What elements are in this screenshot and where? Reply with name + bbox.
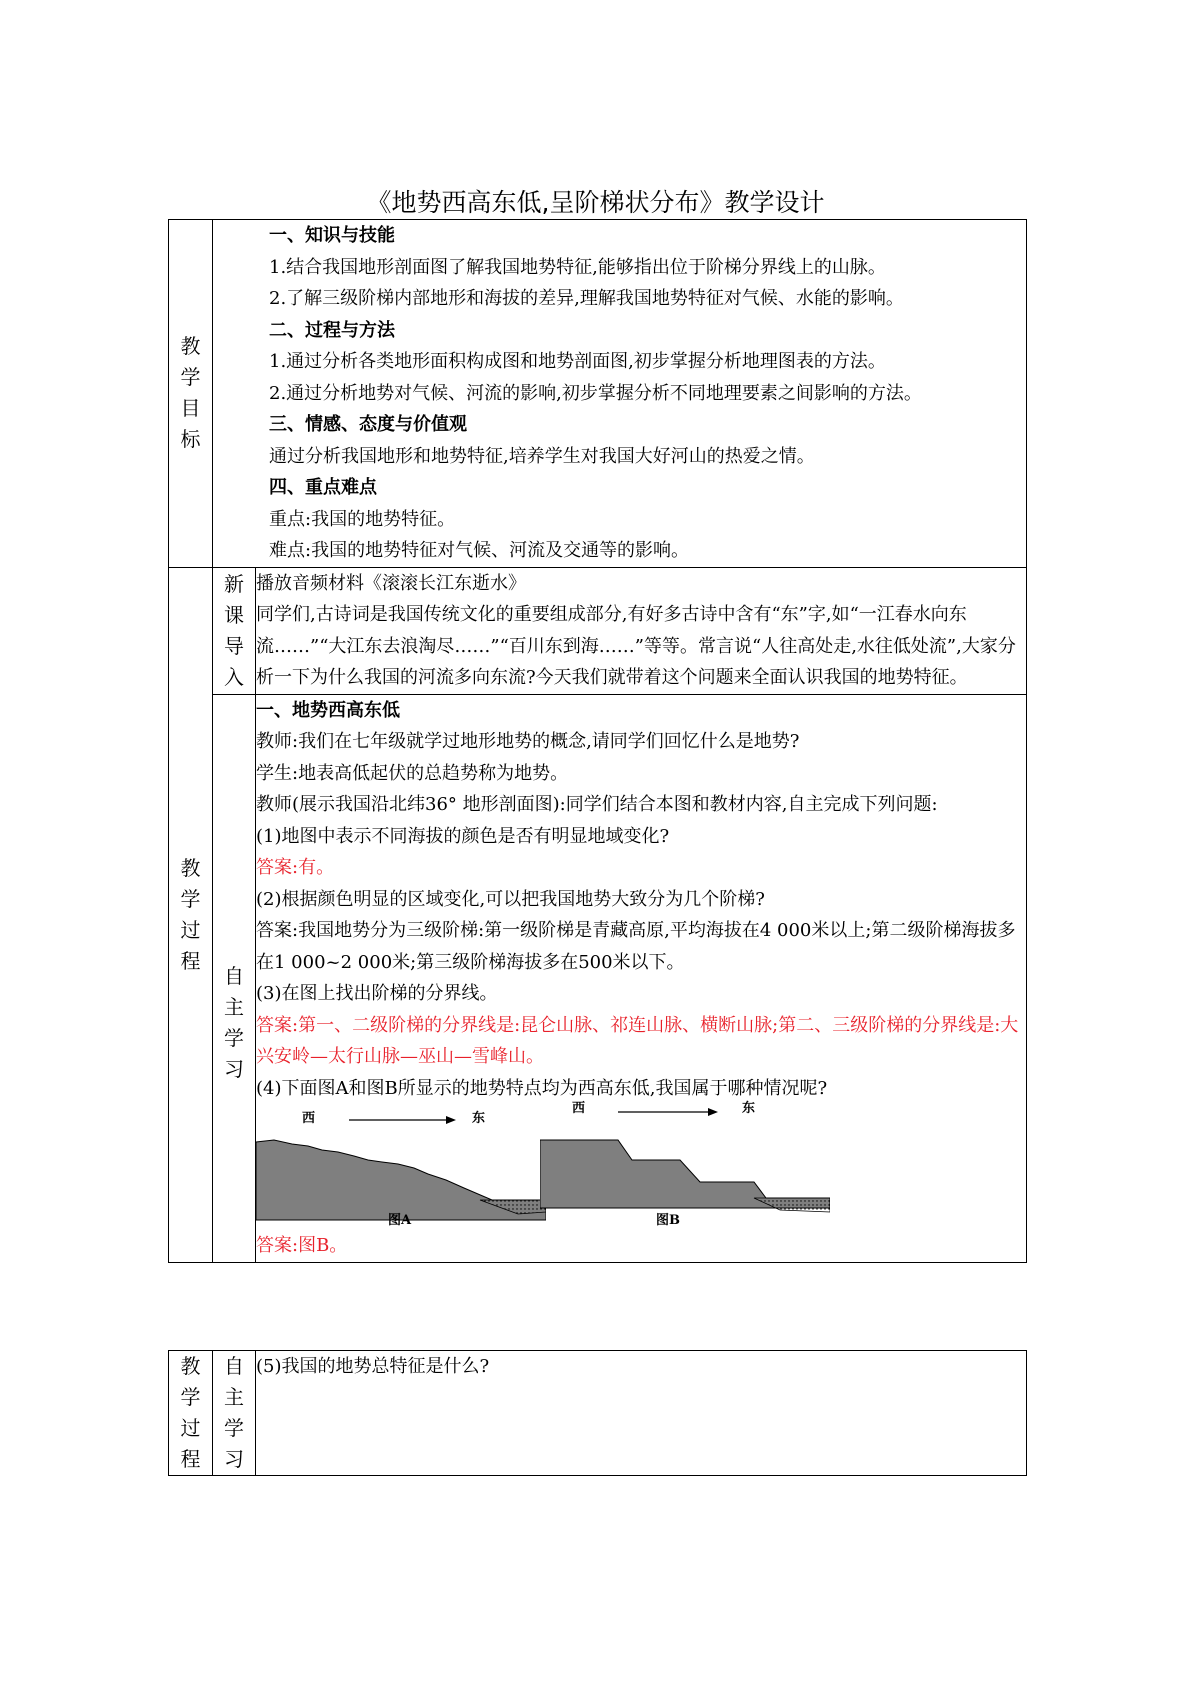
- study-line: 教师:我们在七年级就学过地形地势的概念,请同学们回忆什么是地势?: [256, 731, 800, 752]
- study-line: 教师(展示我国沿北纬36° 地形剖面图):同学们结合本图和教材内容,自主完成下列问题:: [256, 794, 938, 815]
- intro-row: [169, 567, 1027, 694]
- process-label: 教 学 过 程: [169, 567, 213, 1262]
- figure-a-west: 西: [302, 1111, 316, 1126]
- intro-line: 同学们,古诗词是我国传统文化的重要组成部分,有好多古诗中含有“东”字,如“一江春水向东流……”“大江东去浪淘尽……”“百川东到海……”等等。常言说“人往高处走,水往低处流”,大家分析一下为什么我国的河流多向东流?今天我们就带着这个问题来全面认识我国的地势特征。: [256, 604, 1016, 688]
- self-study-row: [169, 694, 1027, 1262]
- study-line: (2)根据颜色明显的区域变化,可以把我国地势大致分为几个阶梯?: [256, 888, 765, 910]
- figure-b-west: 西: [572, 1101, 586, 1116]
- heading-terrain: 一、地势西高东低: [256, 699, 400, 721]
- objective-line: 难点:我国的地势特征对气候、河流及交通等的影响。: [269, 540, 690, 561]
- study-line: (1)地图中表示不同海拔的颜色是否有明显地域变化?: [256, 825, 670, 847]
- terrain-figures: [256, 1101, 1026, 1230]
- objective-line: 2.通过分析地势对气候、河流的影响,初步掌握分析不同地理要素之间影响的方法。: [269, 382, 922, 404]
- figure-b-caption: 图B: [656, 1213, 680, 1228]
- figure-a-east: 东: [472, 1111, 486, 1126]
- answer-line: 答案:图B。: [256, 1235, 348, 1256]
- continued-content: [256, 1351, 1027, 1476]
- self-study-content: [256, 694, 1027, 1262]
- self-study-label-continued: 自 主 学 习: [213, 1351, 256, 1476]
- study-line: (5)我国的地势总特征是什么?: [256, 1356, 490, 1377]
- objectives-content: [213, 220, 1027, 568]
- figure-b: [540, 1101, 830, 1230]
- continued-row: [169, 1351, 1027, 1476]
- objective-line: 2.了解三级阶梯内部地形和海拔的差异,理解我国地势特征对气候、水能的影响。: [269, 288, 904, 309]
- lesson-plan-table: [168, 219, 1027, 1263]
- lesson-plan-table-continued: [168, 1350, 1027, 1476]
- answer-line: 答案:有。: [256, 857, 335, 878]
- figure-a: [256, 1108, 546, 1230]
- study-line: 答案:我国地势分为三级阶梯:第一级阶梯是青藏高原,平均海拔在4 000米以上;第二级阶梯海拔多在1 000~2 000米;第三级阶梯海拔多在500米以下。: [256, 920, 1016, 973]
- heading-attitude: 三、情感、态度与价值观: [269, 414, 467, 435]
- process-label-continued: 教 学 过 程: [169, 1351, 213, 1476]
- answer-line: 答案:第一、二级阶梯的分界线是:昆仑山脉、祁连山脉、横断山脉;第二、三级阶梯的分界线是:大兴安岭—太行山脉—巫山—雪峰山。: [256, 1014, 1019, 1067]
- intro-line: 播放音频材料《滚滚长江东逝水》: [256, 572, 526, 594]
- objective-line: 1.通过分析各类地形面积构成图和地势剖面图,初步掌握分析地理图表的方法。: [269, 351, 886, 372]
- study-line: (4)下面图A和图B所显示的地势特点均为西高东低,我国属于哪种情况呢?: [256, 1077, 828, 1099]
- study-line: (3)在图上找出阶梯的分界线。: [256, 983, 498, 1004]
- intro-label: 新 课 导 入: [213, 567, 256, 694]
- objective-line: 1.结合我国地形剖面图了解我国地势特征,能够指出位于阶梯分界线上的山脉。: [269, 256, 886, 278]
- study-line: 学生:地表高低起伏的总趋势称为地势。: [256, 762, 569, 784]
- objective-line: 重点:我国的地势特征。: [269, 508, 456, 530]
- heading-knowledge: 一、知识与技能: [269, 225, 395, 246]
- document-title: 《地势西高东低,呈阶梯状分布》教学设计: [366, 188, 825, 217]
- intro-content: [256, 567, 1027, 694]
- self-study-label: 自 主 学 习: [213, 694, 256, 1262]
- figure-a-profile: [256, 1108, 546, 1230]
- objectives-label: 教 学 目 标: [169, 220, 213, 568]
- heading-keypoints: 四、重点难点: [269, 477, 377, 498]
- figure-b-profile: [540, 1108, 830, 1230]
- objectives-row: [169, 220, 1027, 568]
- figure-a-caption: 图A: [388, 1213, 412, 1228]
- objective-line: 通过分析我国地形和地势特征,培养学生对我国大好河山的热爱之情。: [269, 445, 815, 467]
- figure-b-east: 东: [742, 1101, 756, 1116]
- heading-process: 二、过程与方法: [269, 319, 395, 341]
